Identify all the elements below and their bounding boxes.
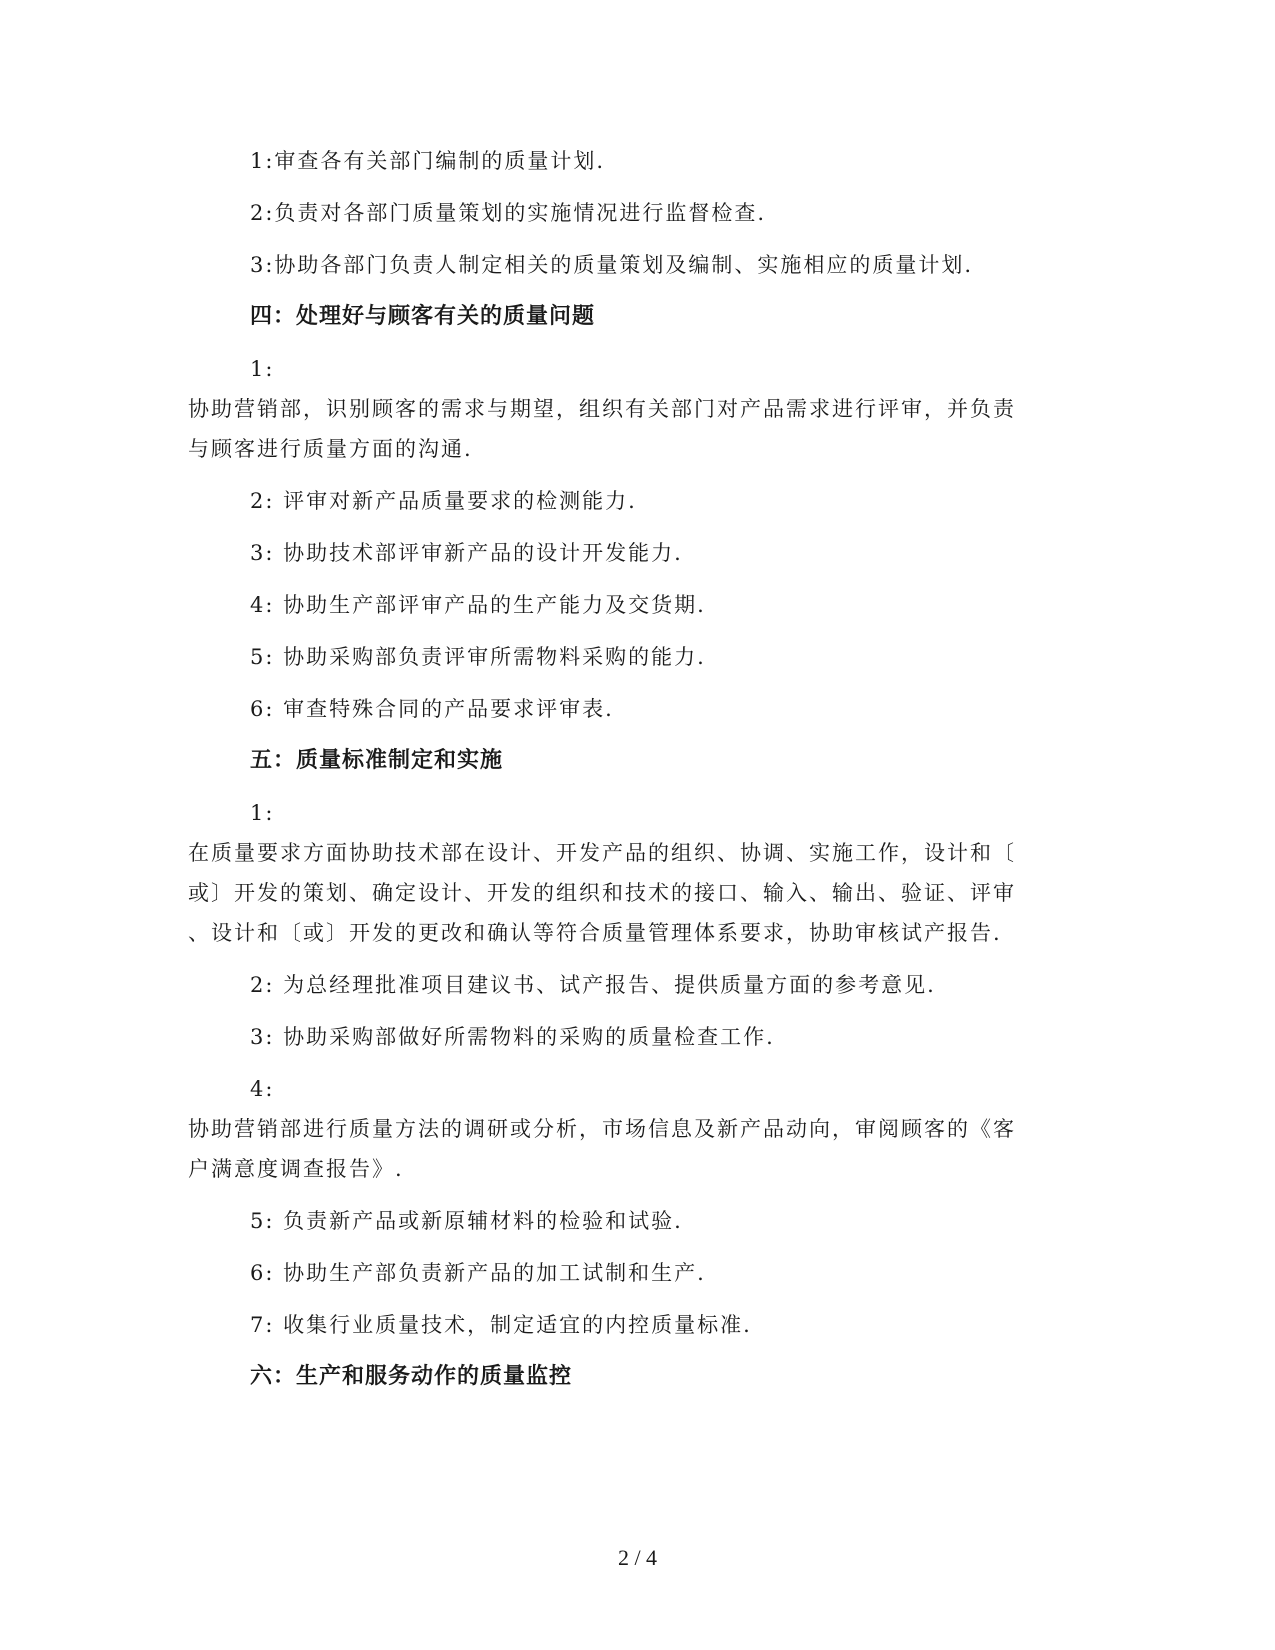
list-item: 5: 协助采购部负责评审所需物料采购的能力. — [250, 645, 706, 669]
paragraph-line: 在质量要求方面协助技术部在设计、开发产品的组织、协调、实施工作，设计和〔 — [188, 841, 1016, 865]
list-item-number: 1: — [250, 357, 275, 381]
list-item-number: 4: — [250, 1077, 275, 1101]
list-item: 3: 协助采购部做好所需物料的采购的质量检查工作. — [250, 1025, 775, 1049]
list-item: 2: 为总经理批准项目建议书、试产报告、提供质量方面的参考意见. — [250, 973, 936, 997]
section-heading: 五：质量标准制定和实施 — [250, 748, 504, 773]
paragraph-line: 或〕开发的策划、确定设计、开发的组织和技术的接口、输入、输出、验证、评审 — [188, 881, 1016, 905]
list-item: 6: 协助生产部负责新产品的加工试制和生产. — [250, 1261, 706, 1285]
paragraph-line: 协助营销部进行质量方法的调研或分析，市场信息及新产品动向，审阅顾客的《客 — [188, 1117, 1016, 1141]
list-item-number: 1: — [250, 801, 275, 825]
section-heading: 六：生产和服务动作的质量监控 — [250, 1364, 573, 1389]
section-heading: 四：处理好与顾客有关的质量问题 — [250, 304, 596, 329]
paragraph-line: 与顾客进行质量方面的沟通. — [188, 437, 473, 461]
document-body — [188, 148, 1088, 1416]
list-item: 7: 收集行业质量技术，制定适宜的内控质量标准. — [250, 1313, 752, 1337]
paragraph-line: 、设计和〔或〕开发的更改和确认等符合质量管理体系要求，协助审核试产报告. — [188, 921, 1002, 945]
list-item: 6: 审查特殊合同的产品要求评审表. — [250, 697, 614, 721]
list-item: 3: 协助技术部评审新产品的设计开发能力. — [250, 541, 683, 565]
list-item: 4: 协助生产部评审产品的生产能力及交货期. — [250, 593, 706, 617]
list-item: 3:协助各部门负责人制定相关的质量策划及编制、实施相应的质量计划. — [250, 253, 974, 277]
paragraph-line: 户满意度调查报告》. — [188, 1157, 404, 1181]
list-item: 5: 负责新产品或新原辅材料的检验和试验. — [250, 1209, 683, 1233]
page-number: 2 / 4 — [617, 1545, 658, 1570]
paragraph-line: 协助营销部，识别顾客的需求与期望，组织有关部门对产品需求进行评审，并负责 — [188, 397, 1016, 421]
list-item: 1:审查各有关部门编制的质量计划. — [250, 149, 606, 173]
list-item: 2:负责对各部门质量策划的实施情况进行监督检查. — [250, 201, 767, 225]
list-item: 2: 评审对新产品质量要求的检测能力. — [250, 489, 637, 513]
